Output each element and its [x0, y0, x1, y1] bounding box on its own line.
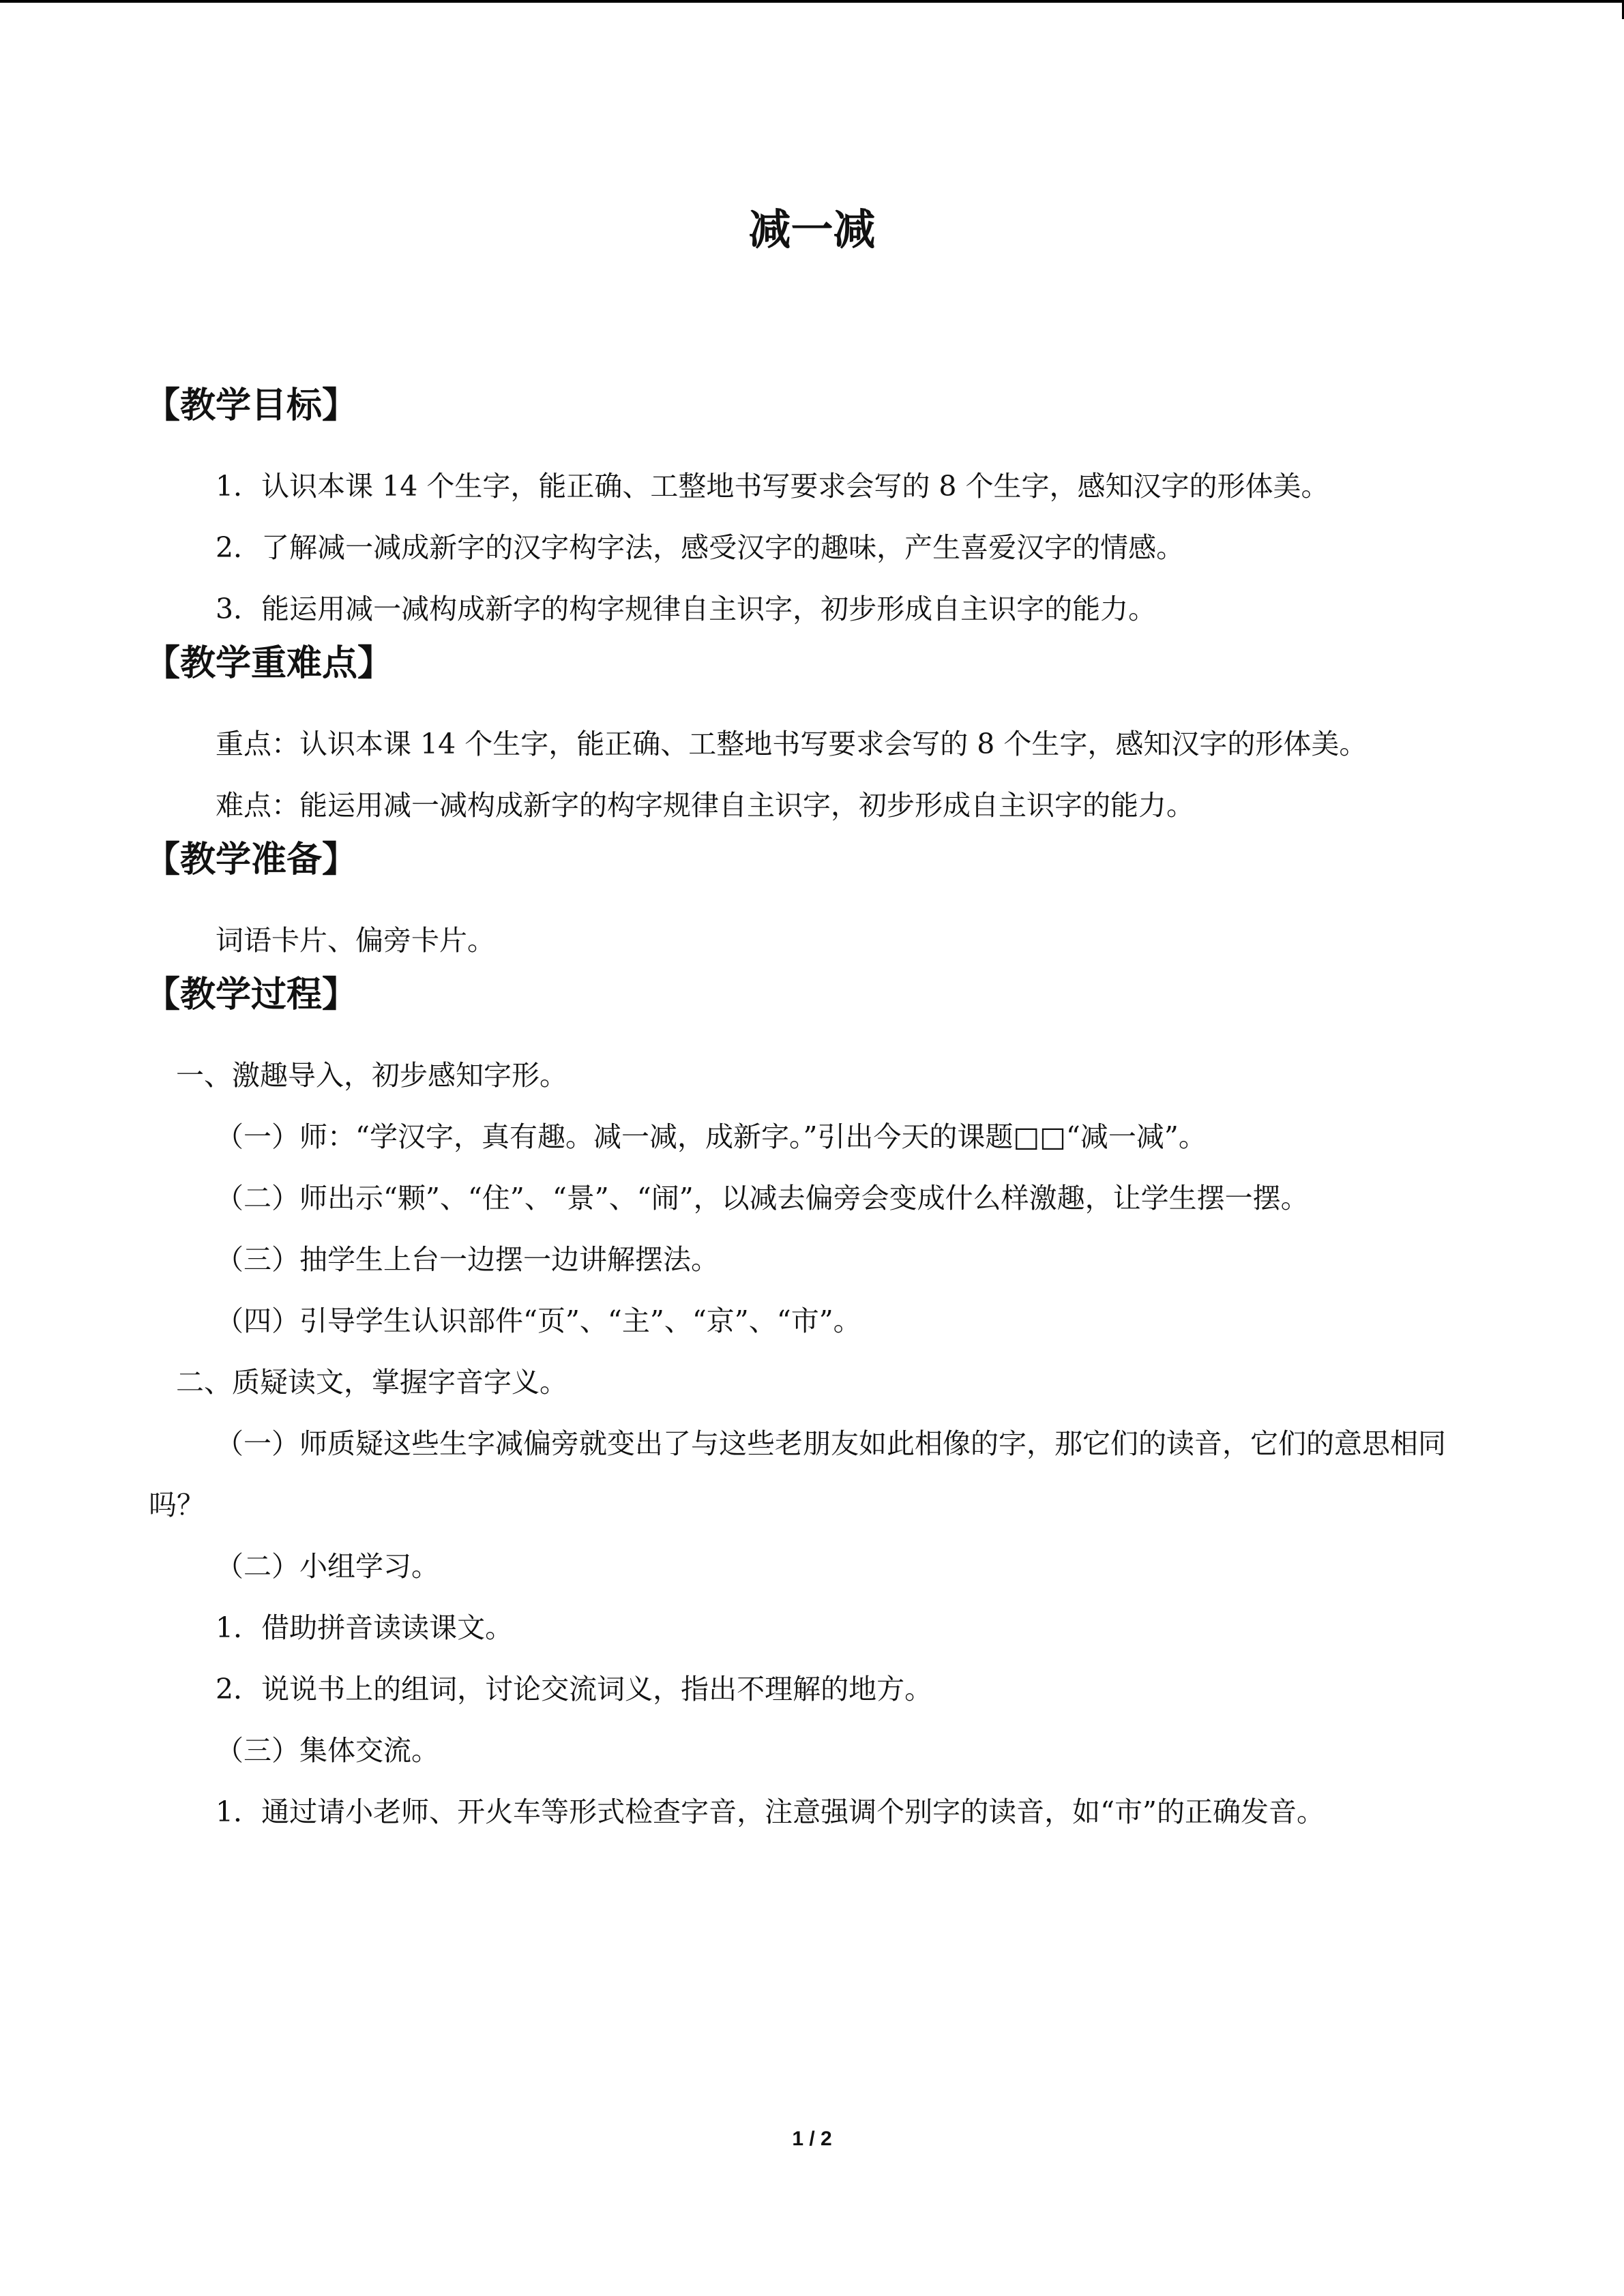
process-part-1-item-3: （三）抽学生上台一边摆一边讲解摆法。	[216, 1243, 719, 1276]
document-body	[145, 382, 1475, 1843]
document-title: 减一减	[748, 205, 876, 254]
page-top-border	[0, 0, 1624, 3]
process-part-1-item-4: （四）引导学生认识部件“页”、“主”、“京”、“市”。	[216, 1304, 861, 1337]
process-part-2-item-2: （二）小组学习。	[216, 1550, 439, 1583]
preparation-item-1: 词语卡片、偏旁卡片。	[216, 924, 495, 957]
process-part-2-item-1: （一）师质疑这些生字减偏旁就变出了与这些老朋友如此相像的字，那它们的读音，它们的意思相同吗？	[149, 1427, 1446, 1521]
heading-key-points: 【教学重难点】	[145, 643, 394, 684]
heading-preparation: 【教学准备】	[145, 839, 358, 880]
process-part-2-item-5: （三）集体交流。	[216, 1734, 439, 1767]
objective-item-3: 3．能运用减一减构成新字的构字规律自主识字，初步形成自主识字的能力。	[216, 593, 1157, 625]
process-part-1: 一、激趣导入，初步感知字形。	[176, 1059, 567, 1092]
process-part-1-item-2: （二）师出示“颗”、“住”、“景”、“闹”，以减去偏旁会变成什么样激趣，让学生摆一摆。	[216, 1182, 1309, 1214]
process-part-2-item-4: 2．说说书上的组词，讨论交流词义，指出不理解的地方。	[216, 1673, 933, 1705]
page-number: 1 / 2	[792, 2128, 832, 2150]
process-part-1-item-1: （一）师：“学汉字，真有趣。减一减，成新字。”引出今天的课题□□“减一减”。	[216, 1120, 1207, 1153]
process-part-2: 二、质疑读文，掌握字音字义。	[176, 1366, 567, 1399]
heading-objectives: 【教学目标】	[145, 385, 358, 426]
process-part-2-item-6: 1．通过请小老师、开火车等形式检查字音，注意强调个别字的读音，如“市”的正确发音。	[216, 1795, 1325, 1828]
process-part-2-item-3: 1．借助拼音读读课文。	[216, 1611, 514, 1644]
heading-process: 【教学过程】	[145, 974, 358, 1015]
key-point-item-2: 难点：能运用减一减构成新字的构字规律自主识字，初步形成自主识字的能力。	[216, 789, 1194, 822]
objective-item-1: 1．认识本课 14 个生字，能正确、工整地书写要求会写的 8 个生字，感知汉字的形体美。	[216, 470, 1329, 503]
key-point-item-1: 重点：认识本课 14 个生字，能正确、工整地书写要求会写的 8 个生字，感知汉字的形体美。	[216, 728, 1368, 760]
objective-item-2: 2．了解减一减成新字的汉字构字法，感受汉字的趣味，产生喜爱汉字的情感。	[216, 531, 1185, 564]
